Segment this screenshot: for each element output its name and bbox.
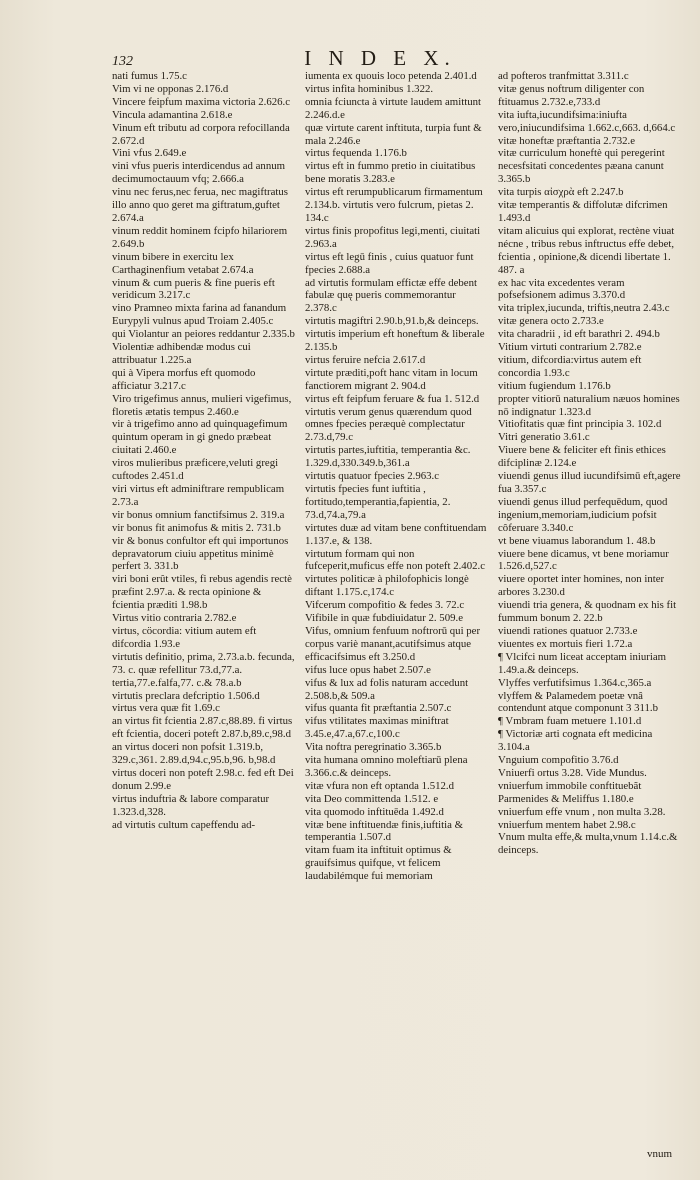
index-entry: viuentes ex mortuis fieri 1.72.a <box>498 637 633 650</box>
index-entry: viuendi rationes quatuor 2.733.e <box>498 624 638 637</box>
index-entry: vitium fugiendum 1.176.b <box>498 379 611 392</box>
index-entry: virtute præditi,poft hanc vitam in locum fanctiorem migrant 2. 904.d <box>305 366 478 392</box>
index-entry: vniuerfum effe vnum , non multa 3.28. <box>498 805 666 818</box>
index-entry: virtutes politicæ à philofophicis longè diftant 1.175.c,174.c <box>305 573 469 599</box>
index-entry: vitium, difcordia:virtus autem eft concordia 1.93.c <box>498 353 642 379</box>
index-entry: virtus, cöcordia: vitium autem eft difcordia 1.93.e <box>112 624 257 650</box>
index-column-2 <box>305 70 489 883</box>
index-entry: vini vfus pueris interdicendus ad annum decimumoctauum vfq; 2.666.a <box>112 160 286 186</box>
index-entry: virtus infita hominibus 1.322. <box>305 82 434 95</box>
index-entry: virtus induftria & labore comparatur 1.323.d,328. <box>112 792 270 818</box>
index-entry: vniuerfum immobile conftituebãt Parmenides & Meliffus 1.180.e <box>498 779 642 805</box>
index-entry: virtutis definitio, prima, 2.73.a.b. fecunda, 73. c. quæ refellitur 73.d,77.a. tertia,77.e.falfa,77. c.& 78.a.b <box>112 650 295 689</box>
index-entry: ¶ Vlcifci num liceat acceptam iniuriam 1.49.a.& deinceps. <box>498 650 667 676</box>
index-entry: vir bonus fit animofus & mitis 2. 731.b <box>112 521 281 534</box>
index-entry: Viuere bene & feliciter eft finis ethices difciplinæ 2.124.e <box>498 444 666 470</box>
index-columns <box>112 70 682 883</box>
index-entry: ad virtutis cultum capeffendu ad- <box>112 818 256 831</box>
index-entry: Vitiofitatis quæ fint principia 3. 102.d <box>498 418 662 431</box>
index-entry: virtutis fpecies funt iuftitia , fortitudo,temperantia,fapientia, 2. 73.d,74.a,79.a <box>305 483 451 521</box>
index-entry: Vita noftra peregrinatio 3.365.b <box>305 741 442 754</box>
index-column-3 <box>498 70 682 883</box>
index-entry: vinum reddit hominem fcipfo hilariorem 2.649.b <box>112 224 288 250</box>
index-entry: vitæ genera octo 2.733.e <box>498 315 604 328</box>
index-entry: nati fumus 1.75.c <box>112 70 187 82</box>
index-entry: Vincula adamantina 2.618.e <box>112 108 233 121</box>
index-column-1 <box>112 70 296 883</box>
index-entry: Vnum multa effe,& multa,vnum 1.14.c.& deinceps. <box>498 831 678 857</box>
index-entry: vir à trigefimo anno ad quinquagefimum quintum operam in gi gnedo præbeat ciuitati 2.460.e <box>112 418 288 457</box>
index-entry: vt bene viuamus laborandum 1. 48.b <box>498 534 656 547</box>
index-entry: vitæ honeftæ præftantia 2.732.e <box>498 134 636 147</box>
index-entry: vita quomodo inftituēda 1.492.d <box>305 805 444 818</box>
index-entry: vitæ vfura non eft optanda 1.512.d <box>305 779 455 792</box>
index-entry: Vinum eft tributu ad corpora refocillanda 2.672.d <box>112 121 290 147</box>
index-entry: vir & bonus confultor eft qui importunos depravatorum ciuiu appetitus minimè perfert 3. 331.b <box>112 534 289 573</box>
index-entry: vita iufta,iucundifsima:iniufta vero,iniucundifsima 1.662.c,663. d,664.c <box>498 108 676 134</box>
index-entry: qui Violantur an peiores reddantur 2.335.b <box>112 328 295 341</box>
index-entry: vitæ curriculum honeftè qui peregerint necesfsitati concedentes pæana canunt 3.365.b <box>498 147 665 186</box>
index-entry: vitam alicuius qui explorat, rectène viuat nécne , tribus rebus inftructus effe debet, fcientia , opinione,& dicendi libertate 1. 487. a <box>498 224 675 276</box>
index-entry: Viro trigefimus annus, mulieri vigefimus, floretis ætatis tempus 2.460.e <box>112 392 292 418</box>
index-entry: vifus quanta fit præftantia 2.507.c <box>305 702 452 715</box>
index-entry: vitam fuam ita inftituit optimus & grauifsimus quifque, vt felicem laudabilémque fui memoriam <box>305 844 452 883</box>
index-entry: vir bonus omnium fanctifsimus 2. 319.a <box>112 508 285 521</box>
index-entry: viuere oportet inter homines, non inter arbores 3.230.d <box>498 573 665 599</box>
index-entry: Vincere feipfum maxima victoria 2.626.c <box>112 95 291 108</box>
index-entry: virtus finis propofitus legi,menti, ciuitati 2.963.a <box>305 224 481 250</box>
index-entry: iumenta ex quouis loco petenda 2.401.d <box>305 70 477 82</box>
index-entry: vita humana omnino moleftiarū plena 3.366.c.& deinceps. <box>305 754 468 779</box>
index-entry: vniuerfum mentem habet 2.98.c <box>498 818 636 831</box>
index-entry: virtutis partes,iuftitia, temperantia &c. 1.329.d,330.349.b,361.a <box>305 444 471 470</box>
index-entry: Vim vi ne opponas 2.176.d <box>112 82 229 95</box>
index-entry: virtutis preclara defcriptio 1.506.d <box>112 689 260 702</box>
index-entry: Vifus, omnium fenfuum noftrorū qui per corpus variè manant,acutifsimus atque efficacifsimus eft 3.250.d <box>305 624 481 663</box>
index-entry: ad virtutis formulam effictæ effe debent fabulæ quę pueris commemorantur 2.378.c <box>305 276 477 315</box>
index-entry: virtus eft legū finis , cuius quatuor funt fpecies 2.688.a <box>305 250 474 276</box>
index-entry: Vitium virtuti contrarium 2.782.e <box>498 341 642 354</box>
index-entry: vita Deo committenda 1.512. e <box>305 792 439 805</box>
index-entry: viuendi tria genera, & quodnam ex his fit fummum bonum 2. 22.b <box>498 599 677 625</box>
index-entry: Vitri generatio 3.61.c <box>498 431 590 444</box>
index-entry: vinu nec ferus,nec ferua, nec magiftratus illo anno quo geret ma giftratum,guftet 2.674.a <box>112 186 288 224</box>
index-entry: an virtus doceri non pofsit 1.319.b, 329.c,361. 2.89.d,94.c,95.b,96. b,98.d <box>112 741 276 767</box>
index-entry: vino Pramneo mixta farina ad fanandum Eurypyli vulnus apud Troiam 2.405.c <box>112 302 287 328</box>
index-entry: quæ virtute carent inftituta, turpia funt & mala 2.246.e <box>305 121 482 147</box>
index-entry: virtus doceri non poteft 2.98.c. fed eft Dei donum 2.99.e <box>112 766 294 792</box>
page-number: 132 <box>112 54 133 69</box>
index-entry: virtutes duæ ad vitam bene conftituendam 1.137.e, & 138. <box>305 521 487 547</box>
catchword: vnum <box>646 1148 672 1160</box>
index-entry: vita triplex,iucunda, triftis,neutra 2.43.c <box>498 302 670 315</box>
index-entry: ¶ Vmbram fuam metuere 1.101.d <box>498 715 642 728</box>
index-entry: vifus & lux ad folis naturam accedunt 2.508.b,& 509.a <box>305 676 469 702</box>
index-entry: vitæ genus noftrum diligenter con ftituamus 2.732.e,733.d <box>498 82 645 108</box>
index-entry: virtutis verum genus quærendum quod omnes fpecies peræquè complectatur 2.73.d,79.c <box>305 405 472 444</box>
index-entry: viri virtus eft adminiftrare rempublicam 2.73.a <box>112 483 285 508</box>
index-entry: virtus eft in fummo pretio in ciuitatibus bene moratis 3.283.e <box>305 160 476 186</box>
index-entry: virtus fequenda 1.176.b <box>305 147 407 160</box>
index-entry: vita turpis αἰσχρὰ eft 2.247.b <box>498 186 624 199</box>
index-entry: Vifibile in quæ fubdiuidatur 2. 509.e <box>305 612 463 625</box>
index-entry: virtutis magiftri 2.90.b,91.b,& deinceps. <box>305 315 479 328</box>
index-entry: ad pofteros tranfmittat 3.311.c <box>498 70 629 82</box>
index-entry: vita charadrii , id eft barathri 2. 494.b <box>498 328 660 341</box>
index-entry: virtus eft feipfum feruare & fua 1. 512.d <box>305 392 480 405</box>
index-entry: virtutis imperium eft honeftum & liberale 2.135.b <box>305 328 485 354</box>
index-entry: virtutum formam qui non fufceperit,muficus effe non poteft 2.402.c <box>305 547 485 573</box>
page-title: I N D E X. <box>304 46 456 70</box>
index-entry: vitæ temperantis & diffolutæ difcrimen 1.493.d <box>498 199 668 224</box>
index-entry: vitæ bene inftituendæ finis,iuftitia & temperantia 1.507.d <box>305 818 464 844</box>
index-entry: Violentiæ adhibendæ modus cui attribuatur 1.225.a <box>112 341 251 366</box>
index-entry: an virtus fit fcientia 2.87.c,88.89. fi virtus eft fcientia, doceri poteft 2.87.b,89.c,98.d <box>112 715 293 741</box>
index-entry: Vnguium compofitio 3.76.d <box>498 754 619 767</box>
index-entry: Vniuerfi ortus 3.28. Vide Mundus. <box>498 766 647 779</box>
index-entry: Vini vfus 2.649.e <box>112 147 187 160</box>
index-entry: viuere bene dicamus, vt bene moriamur 1.526.d,527.c <box>498 547 669 573</box>
index-entry: propter vitiorū naturalium næuos homines nō indignatur 1.323.d <box>498 392 680 418</box>
index-entry: vifus vtilitates maximas miniftrat 3.45.e,47.a,67.c,100.c <box>305 715 449 741</box>
index-entry: viros mulieribus præficere,veluti gregi cuftodes 2.451.d <box>112 457 279 483</box>
index-entry: qui à Vipera morfus eft quomodo afficiatur 3.217.c <box>112 366 256 392</box>
index-entry: vifus luce opus habet 2.507.e <box>305 663 431 676</box>
index-entry: vlyffem & Palamedem poetæ vnâ contendunt atque componunt 3 311.b <box>498 689 659 715</box>
index-entry: Vifcerum compofitio & fedes 3. 72.c <box>305 599 465 612</box>
index-entry: virtus feruire nefcia 2.617.d <box>305 353 426 366</box>
index-entry: viuendi genus illud perfequēdum, quod ingenium,memoriam,iudicium pofsit côferuare 3.340.c <box>498 495 668 534</box>
index-entry: ex hac vita excedentes veram pofsefsionem adimus 3.370.d <box>498 276 626 302</box>
index-entry: vinum & cum pueris & fine pueris eft veridicum 3.217.c <box>112 276 275 302</box>
index-entry: omnia fciuncta à virtute laudem amittunt 2.246.d.e <box>305 95 481 121</box>
index-entry: virtutis quatuor fpecies 2.963.c <box>305 470 440 483</box>
index-entry: vinum bibere in exercitu lex Carthaginenfium vetabat 2.674.a <box>112 250 254 276</box>
index-entry: Virtus vitio contraria 2.782.e <box>112 612 237 625</box>
index-entry: virtus vera quæ fit 1.69.c <box>112 702 220 715</box>
index-entry: virtus eft rerumpublicarum firmamentum 2.134.b. virtutis vero fulcrum, pietas 2. 134.c <box>305 186 483 224</box>
index-entry: viuendi genus illud iucundifsimū eft,agere fua 3.357.c <box>498 470 681 495</box>
index-entry: Vlyffes verfutifsimus 1.364.c,365.a <box>498 676 652 689</box>
index-entry: viri boni erût vtiles, fi rebus agendis rectè præfint 2.97.a. & recta opinione & fcientia præditi 1.98.b <box>112 573 292 612</box>
index-entry: ¶ Victoriæ arti cognata eft medicina 3.104.a <box>498 728 653 754</box>
